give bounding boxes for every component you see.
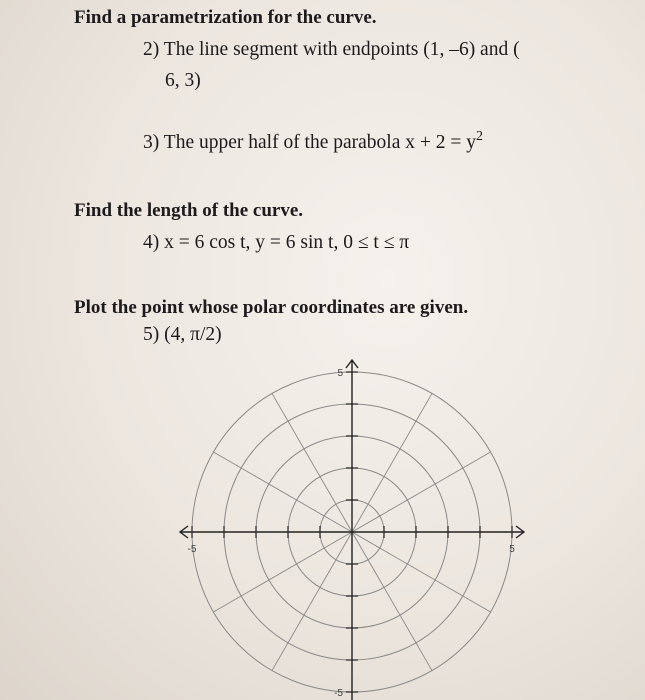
problem-5-number: 5) xyxy=(143,324,160,345)
tick-label-y-neg-5: -5 xyxy=(334,688,343,699)
problem-3-text: The upper half of the parabola x + 2 = y xyxy=(163,132,477,153)
polar-ray-120deg xyxy=(272,393,352,532)
problem-2-number: 2) xyxy=(143,39,160,60)
section-heading-polar-plot: Plot the point whose polar coordinates are given. xyxy=(74,297,469,318)
problem-4-number: 4) xyxy=(143,232,160,253)
problem-2-text: The line segment with endpoints (1, –6) and ( xyxy=(163,39,520,60)
polar-ray-150deg xyxy=(213,452,352,532)
problem-3-number: 3) xyxy=(143,132,160,153)
polar-ray-300deg xyxy=(352,532,432,671)
tick-label-y-pos-5: 5 xyxy=(337,368,343,379)
section-heading-parametrization: Find a parametrization for the curve. xyxy=(74,7,377,28)
polar-ray-330deg xyxy=(352,532,491,612)
polar-ray-60deg xyxy=(352,393,432,532)
problem-3-exponent: 2 xyxy=(476,129,484,144)
tick-label-x-neg-5: -5 xyxy=(187,544,197,555)
polar-ray-240deg xyxy=(272,532,352,671)
problem-4-text: x = 6 cos t, y = 6 sin t, 0 ≤ t ≤ π xyxy=(164,232,410,253)
problem-2-line-2: 6, 3) xyxy=(165,70,201,91)
section-heading-curve-length: Find the length of the curve. xyxy=(74,200,304,221)
problem-5-text: (4, π/2) xyxy=(164,324,222,345)
polar-ray-210deg xyxy=(213,532,352,612)
tick-label-x-pos-5: 5 xyxy=(509,544,515,555)
polar-ray-30deg xyxy=(352,452,491,532)
polar-grid-axes xyxy=(180,360,524,700)
